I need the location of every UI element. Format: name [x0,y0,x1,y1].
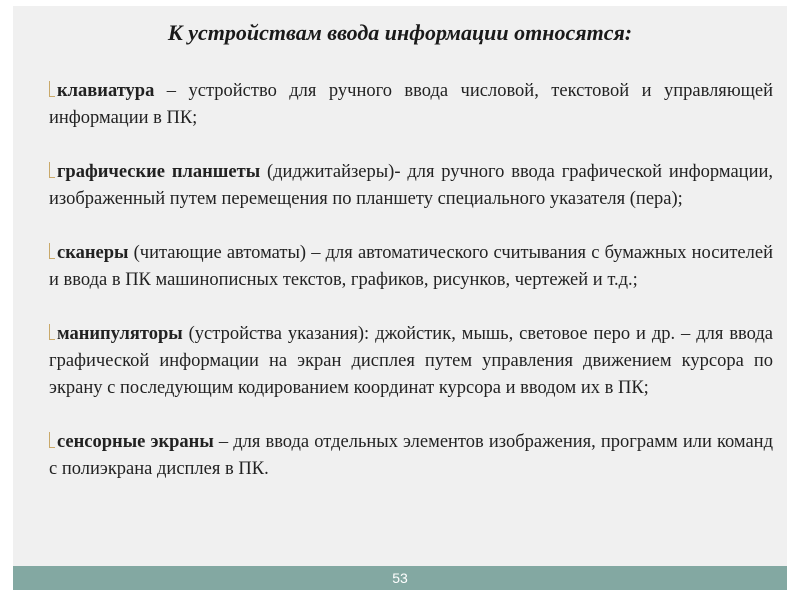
list-item [49,159,773,213]
list-item [49,429,773,483]
item-term: графические планшеты [57,162,261,182]
item-text: (читающие автоматы) – для автоматического считывания с бумажных носителей и ввода в ПК машинописных текстов, графиков, рисунков, чертежей и т.д.; [49,243,773,290]
bullet-icon [49,324,55,340]
slide-title: К устройствам ввода информации относятся: [167,20,633,45]
list-item [49,78,773,132]
list-item [49,321,773,402]
item-term: манипуляторы [57,324,183,344]
bullet-icon [49,162,55,178]
item-text: – устройство для ручного ввода числовой, текстовой и управляющей информации в ПК; [49,81,773,128]
bullet-icon [49,432,55,448]
item-text: – для ввода отдельных элементов изображения, программ или команд с полиэкрана дисплея в ПК. [49,432,773,479]
page-number: 53 [392,570,408,586]
bullet-icon [49,243,55,259]
item-term: сканеры [57,243,129,263]
bullet-icon [49,81,55,97]
list-item [49,240,773,294]
item-text: (устройства указания): джойстик, мышь, световое перо и др. – для ввода графической информации на экран дисплея путем управления движением курсора по экрану с последующим кодированием координат курсора и вводом их в ПК; [49,324,773,398]
bullet-list [49,78,773,483]
footer-bar [13,566,787,590]
item-text: (диджитайзеры)- для ручного ввода графической информации, изображенный путем перемещения по планшету специального указателя (пера); [49,162,773,209]
item-term: сенсорные экраны [57,432,214,452]
item-term: клавиатура [57,81,155,101]
slide [13,6,787,590]
